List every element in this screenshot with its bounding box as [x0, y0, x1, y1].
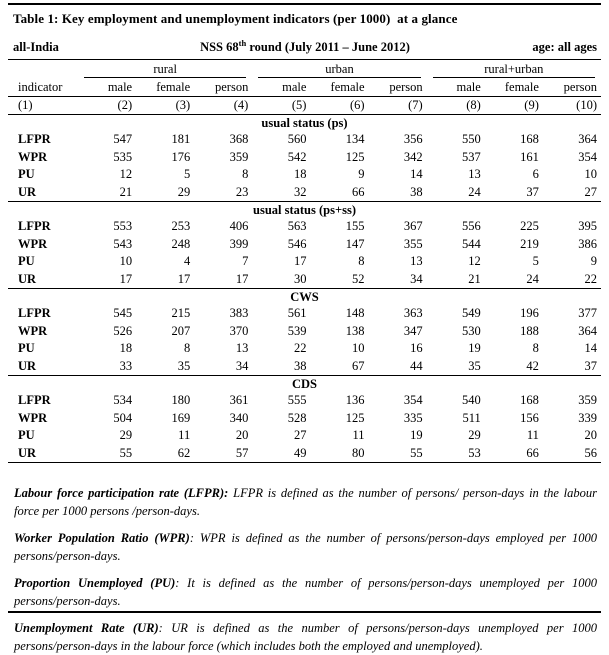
footnote-lfpr — [14, 484, 597, 520]
row-indicator: WPR — [18, 149, 48, 164]
value-cell: 34 — [410, 271, 423, 286]
value-cell: 8 — [532, 341, 539, 355]
value-cell: 80 — [352, 445, 365, 460]
value-cell: 27 — [584, 184, 597, 199]
value-cell: 66 — [526, 445, 539, 460]
row-indicator: LFPR — [18, 306, 51, 320]
value-cell: 161 — [520, 149, 539, 164]
value-cell: 20 — [235, 428, 249, 442]
value-cell: 8 — [183, 341, 191, 355]
value-cell: 542 — [287, 149, 307, 164]
value-cell: 29 — [119, 428, 133, 442]
row-indicator: PU — [18, 254, 35, 268]
value-cell: 530 — [462, 323, 481, 338]
value-cell: 13 — [235, 341, 249, 355]
column-header: person — [543, 79, 601, 97]
value-cell: 555 — [287, 393, 307, 407]
group-header-spacer — [8, 60, 78, 79]
value-cell: 359 — [229, 149, 249, 164]
footnote-wpr — [14, 529, 597, 565]
value-cell: 156 — [520, 410, 539, 425]
value-cell: 383 — [229, 306, 249, 320]
value-cell: 67 — [352, 358, 365, 373]
value-cell: 356 — [403, 132, 423, 146]
value-cell: 55 — [119, 445, 133, 460]
footnote-term: Unemployment Rate (UR) — [14, 621, 159, 635]
value-cell: 30 — [293, 271, 307, 286]
value-cell: 549 — [462, 306, 481, 320]
value-cell: 12 — [468, 254, 481, 268]
footnote-term: Worker Population Ratio (WPR) — [14, 531, 190, 545]
value-cell: 55 — [410, 445, 423, 460]
value-cell: 168 — [520, 132, 539, 146]
column-number: (4) — [194, 97, 252, 115]
value-cell: 18 — [293, 167, 307, 181]
value-cell: 37 — [584, 358, 597, 373]
table-header — [8, 60, 601, 115]
footnote-definition: : WPR is defined as the number of persons/person-days employed per 1000 persons/person-days. — [14, 531, 597, 563]
table-row — [8, 166, 601, 184]
column-number: (2) — [78, 97, 136, 115]
value-cell: 38 — [293, 358, 307, 373]
meta-survey-superscript: th — [238, 37, 247, 48]
value-cell: 37 — [526, 184, 539, 199]
table-row — [8, 218, 601, 236]
value-cell: 29 — [468, 428, 481, 442]
table-row — [8, 236, 601, 254]
value-cell: 6 — [532, 167, 539, 181]
footnotes — [8, 484, 601, 655]
column-header: male — [78, 79, 136, 97]
value-cell: 23 — [235, 184, 249, 199]
value-cell: 354 — [578, 149, 597, 164]
sub-header-row — [8, 79, 601, 97]
value-cell: 563 — [287, 219, 307, 233]
value-cell: 148 — [345, 306, 365, 320]
column-number: (7) — [369, 97, 427, 115]
value-cell: 386 — [578, 236, 597, 251]
column-header: female — [136, 79, 194, 97]
value-cell: 147 — [345, 236, 365, 251]
value-cell: 21 — [468, 271, 481, 286]
value-cell: 8 — [242, 167, 249, 181]
table-row — [8, 305, 601, 323]
value-cell: 196 — [520, 306, 539, 320]
footnote-definition: : UR is defined as the number of persons/person-days unemployed per 1000 persons/person-days in the labour force (which includes both the employed and unemployed). — [14, 621, 597, 653]
value-cell: 368 — [229, 132, 249, 146]
row-indicator: PU — [18, 341, 35, 355]
column-number: (1) — [8, 97, 78, 115]
column-number: (8) — [427, 97, 485, 115]
value-cell: 169 — [171, 410, 191, 425]
value-cell: 528 — [287, 410, 307, 425]
column-number: (9) — [485, 97, 543, 115]
value-cell: 17 — [293, 254, 307, 268]
column-number: (3) — [136, 97, 194, 115]
value-cell: 377 — [578, 306, 597, 320]
section-header-row — [8, 202, 601, 219]
indicators-table — [8, 60, 601, 463]
value-cell: 537 — [462, 149, 481, 164]
value-cell: 540 — [462, 393, 481, 407]
row-indicator: WPR — [18, 410, 48, 425]
value-cell: 24 — [468, 184, 481, 199]
value-cell: 504 — [113, 410, 133, 425]
value-cell: 22 — [584, 271, 597, 286]
footnote-definition: : It is defined as the number of persons/person-days unemployed per 1000 persons/person-days. — [14, 576, 598, 608]
value-cell: 11 — [526, 428, 539, 442]
section-header: CDS — [8, 376, 601, 393]
value-cell: 9 — [590, 254, 597, 268]
value-cell: 125 — [345, 149, 365, 164]
value-cell: 550 — [462, 132, 481, 146]
row-indicator: WPR — [18, 236, 48, 251]
column-number: (5) — [252, 97, 310, 115]
value-cell: 27 — [293, 428, 307, 442]
meta-age: age: all ages — [532, 40, 597, 54]
table-row — [8, 149, 601, 167]
table-row — [8, 445, 601, 463]
value-cell: 553 — [113, 219, 133, 233]
footnote-ur — [14, 619, 597, 655]
table-row — [8, 427, 601, 445]
value-cell: 364 — [578, 323, 597, 338]
column-header: male — [427, 79, 485, 97]
value-cell: 62 — [177, 445, 191, 460]
group-header-rural-urban-label: rural+urban — [433, 62, 595, 78]
value-cell: 355 — [403, 236, 423, 251]
value-cell: 539 — [287, 323, 307, 338]
table-title: Table 1: Key employment and unemployment indicators (per 1000) at a glance — [13, 11, 458, 26]
value-cell: 34 — [235, 358, 249, 373]
value-cell: 561 — [287, 306, 307, 320]
value-cell: 207 — [171, 323, 191, 338]
table-row — [8, 358, 601, 376]
value-cell: 19 — [410, 428, 423, 442]
table-row — [8, 323, 601, 341]
value-cell: 125 — [345, 410, 365, 425]
table-row — [8, 253, 601, 271]
value-cell: 5 — [532, 254, 539, 268]
value-cell: 29 — [177, 184, 191, 199]
footnote-pu — [14, 574, 597, 610]
table-row — [8, 340, 601, 358]
value-cell: 13 — [410, 254, 423, 268]
column-header: person — [369, 79, 427, 97]
value-cell: 49 — [293, 445, 307, 460]
column-number-row — [8, 97, 601, 115]
value-cell: 225 — [520, 219, 539, 233]
value-cell: 340 — [229, 410, 249, 425]
value-cell: 188 — [520, 323, 539, 338]
group-header-rural-label: rural — [84, 62, 246, 78]
value-cell: 17 — [177, 271, 191, 286]
table-meta-row — [8, 38, 601, 60]
value-cell: 9 — [358, 167, 365, 181]
group-header-row — [8, 60, 601, 79]
value-cell: 56 — [584, 445, 597, 460]
value-cell: 181 — [171, 132, 191, 146]
value-cell: 53 — [468, 445, 481, 460]
value-cell: 42 — [526, 358, 539, 373]
value-cell: 219 — [520, 236, 539, 251]
value-cell: 526 — [113, 323, 133, 338]
value-cell: 370 — [229, 323, 249, 338]
column-number: (10) — [543, 97, 601, 115]
value-cell: 395 — [578, 219, 597, 233]
value-cell: 35 — [468, 358, 481, 373]
indicator-column-header: indicator — [8, 79, 78, 97]
value-cell: 359 — [578, 393, 597, 407]
value-cell: 547 — [113, 132, 133, 146]
value-cell: 168 — [520, 393, 539, 407]
value-cell: 155 — [345, 219, 365, 233]
value-cell: 253 — [171, 219, 191, 233]
row-indicator: UR — [18, 184, 37, 199]
row-indicator: PU — [18, 167, 35, 181]
value-cell: 35 — [177, 358, 191, 373]
value-cell: 20 — [584, 428, 597, 442]
meta-survey-pre: NSS 68 — [200, 40, 239, 54]
footnote-definition: LFPR is defined as the number of persons/ person-days in the labour force per 1000 persons /person-days. — [14, 486, 597, 518]
section-header-row — [8, 289, 601, 306]
value-cell: 364 — [578, 132, 597, 146]
value-cell: 560 — [287, 132, 307, 146]
meta-survey-post: round (July 2011 – June 2012) — [246, 40, 410, 54]
value-cell: 11 — [178, 428, 191, 442]
value-cell: 215 — [171, 306, 191, 320]
column-header: person — [194, 79, 252, 97]
value-cell: 12 — [119, 167, 133, 181]
value-cell: 354 — [403, 393, 423, 407]
value-cell: 19 — [468, 341, 481, 355]
column-number: (6) — [310, 97, 368, 115]
value-cell: 7 — [242, 254, 249, 268]
value-cell: 24 — [526, 271, 539, 286]
section-header: usual status (ps) — [261, 116, 348, 130]
group-header-urban-label: urban — [258, 62, 420, 78]
value-cell: 248 — [171, 236, 191, 251]
value-cell: 4 — [183, 254, 191, 268]
bottom-rule — [8, 611, 601, 613]
value-cell: 14 — [584, 341, 597, 355]
value-cell: 11 — [352, 428, 365, 442]
section-header-row — [8, 376, 601, 393]
value-cell: 535 — [113, 149, 133, 164]
value-cell: 10 — [584, 167, 597, 181]
value-cell: 10 — [119, 254, 133, 268]
row-indicator: PU — [18, 428, 35, 442]
value-cell: 363 — [403, 306, 423, 320]
value-cell: 16 — [410, 341, 423, 355]
value-cell: 18 — [119, 341, 133, 355]
value-cell: 134 — [345, 132, 365, 146]
row-indicator: UR — [18, 445, 37, 460]
table-row — [8, 271, 601, 289]
value-cell: 17 — [235, 271, 249, 286]
section-header-row — [8, 115, 601, 132]
value-cell: 22 — [293, 341, 307, 355]
value-cell: 176 — [171, 149, 191, 164]
value-cell: 17 — [119, 271, 133, 286]
value-cell: 52 — [352, 271, 365, 286]
value-cell: 44 — [410, 358, 423, 373]
value-cell: 335 — [403, 410, 423, 425]
value-cell: 544 — [462, 236, 481, 251]
row-indicator: UR — [18, 358, 37, 373]
value-cell: 138 — [345, 323, 365, 338]
table-row — [8, 392, 601, 410]
value-cell: 136 — [345, 393, 365, 407]
value-cell: 361 — [229, 393, 249, 407]
value-cell: 5 — [183, 167, 191, 181]
value-cell: 545 — [113, 306, 133, 320]
value-cell: 342 — [403, 149, 423, 164]
value-cell: 33 — [119, 358, 133, 373]
value-cell: 8 — [358, 254, 365, 268]
value-cell: 556 — [462, 219, 481, 233]
value-cell: 339 — [578, 410, 597, 425]
value-cell: 406 — [229, 219, 249, 233]
value-cell: 399 — [229, 236, 249, 251]
row-indicator: LFPR — [18, 132, 51, 146]
footnote-term: Proportion Unemployed (PU) — [14, 576, 176, 590]
table-row — [8, 131, 601, 149]
table-row — [8, 184, 601, 202]
value-cell: 367 — [403, 219, 423, 233]
row-indicator: UR — [18, 271, 37, 286]
section-header: CWS — [8, 289, 601, 306]
value-cell: 14 — [410, 167, 423, 181]
row-indicator: LFPR — [18, 393, 51, 407]
value-cell: 546 — [287, 236, 307, 251]
row-indicator: WPR — [18, 323, 48, 338]
column-header: female — [485, 79, 543, 97]
group-header-rural-urban — [427, 60, 601, 79]
group-header-urban — [252, 60, 426, 79]
value-cell: 32 — [293, 184, 307, 199]
value-cell: 10 — [352, 341, 365, 355]
document-page — [0, 3, 609, 653]
meta-region: all-India — [13, 40, 59, 54]
column-header: female — [310, 79, 368, 97]
value-cell: 347 — [403, 323, 423, 338]
value-cell: 21 — [119, 184, 133, 199]
value-cell: 13 — [468, 167, 481, 181]
group-header-rural — [78, 60, 252, 79]
footnote-term: Labour force participation rate (LFPR): — [14, 486, 229, 500]
value-cell: 543 — [113, 236, 133, 251]
table-row — [8, 410, 601, 428]
value-cell: 66 — [352, 184, 365, 199]
value-cell: 511 — [462, 410, 481, 425]
value-cell: 534 — [113, 393, 133, 407]
table-body — [8, 115, 601, 463]
value-cell: 57 — [235, 445, 249, 460]
row-indicator: LFPR — [18, 219, 51, 233]
value-cell: 38 — [410, 184, 423, 199]
column-header: male — [252, 79, 310, 97]
section-header: usual status (ps+ss) — [8, 202, 601, 219]
value-cell: 180 — [171, 393, 191, 407]
meta-survey-round — [159, 37, 451, 55]
